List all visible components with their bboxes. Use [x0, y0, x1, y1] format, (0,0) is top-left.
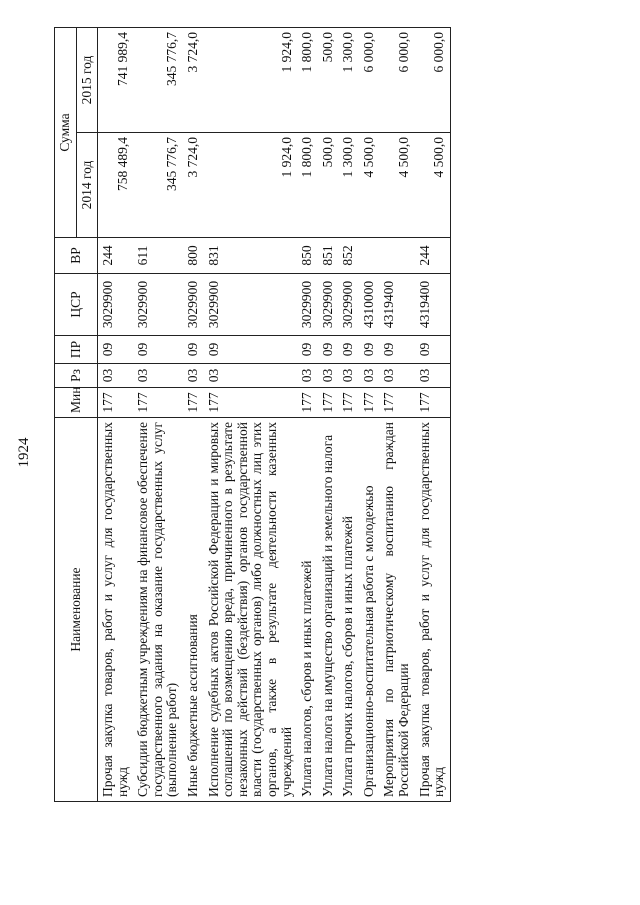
row-pr: 09 — [318, 336, 339, 364]
row-min: 177 — [297, 388, 318, 418]
row-rz: 03 — [359, 364, 380, 388]
header-2014: 2014 год — [76, 133, 98, 238]
row-vr — [359, 238, 380, 274]
row-vr: 851 — [318, 238, 339, 274]
row-name: Уплата налогов, сборов и иных платежей — [297, 418, 318, 802]
row-rz: 03 — [415, 364, 451, 388]
row-name: Прочая закупка товаров, работ и услуг для государственных нужд — [98, 418, 134, 802]
row-name: Уплата прочих налогов, сборов и иных платежей — [338, 418, 359, 802]
row-min: 177 — [98, 388, 134, 418]
row-min: 177 — [133, 388, 183, 418]
header-rz: Рз — [55, 364, 98, 388]
row-pr: 09 — [183, 336, 204, 364]
row-pr: 09 — [338, 336, 359, 364]
row-pr: 09 — [297, 336, 318, 364]
row-2015: 1 924,0 — [204, 27, 297, 132]
table-body — [98, 27, 451, 801]
row-vr — [379, 238, 414, 274]
row-2014: 3 724,0 — [183, 133, 204, 238]
row-csr: 3029900 — [204, 274, 297, 336]
row-rz: 03 — [318, 364, 339, 388]
row-2015: 6 000,0 — [415, 27, 451, 132]
row-min: 177 — [318, 388, 339, 418]
row-2014: 4 500,0 — [379, 133, 414, 238]
row-rz: 03 — [183, 364, 204, 388]
table-row — [415, 27, 451, 801]
row-name: Организационно-воспитательная работа с молодежью — [359, 418, 380, 802]
row-min: 177 — [359, 388, 380, 418]
row-2015: 500,0 — [318, 27, 339, 132]
row-name: Мероприятия по патриотическому воспитанию граждан Российской Федерации — [379, 418, 414, 802]
table-row — [318, 27, 339, 801]
row-csr: 3029900 — [297, 274, 318, 336]
table-header — [55, 27, 98, 801]
row-pr: 09 — [98, 336, 134, 364]
row-2015: 345 776,7 — [133, 27, 183, 132]
row-vr: 831 — [204, 238, 297, 274]
row-min: 177 — [338, 388, 359, 418]
row-rz: 03 — [338, 364, 359, 388]
row-2015: 6 000,0 — [379, 27, 414, 132]
page-number: 1924 — [16, 437, 32, 468]
table-row — [379, 27, 414, 801]
row-pr: 09 — [415, 336, 451, 364]
row-csr: 4319400 — [415, 274, 451, 336]
row-2014: 4 500,0 — [415, 133, 451, 238]
row-2015: 6 000,0 — [359, 27, 380, 132]
row-pr: 09 — [133, 336, 183, 364]
row-name: Прочая закупка товаров, работ и услуг для государственных нужд — [415, 418, 451, 802]
row-2014: 758 489,4 — [98, 133, 134, 238]
row-csr: 4319400 — [379, 274, 414, 336]
row-csr: 3029900 — [318, 274, 339, 336]
row-csr: 3029900 — [183, 274, 204, 336]
row-csr: 3029900 — [338, 274, 359, 336]
header-pr: ПР — [55, 336, 98, 364]
row-2015: 3 724,0 — [183, 27, 204, 132]
header-sum: Сумма — [55, 27, 77, 237]
row-2014: 345 776,7 — [133, 133, 183, 238]
row-vr: 850 — [297, 238, 318, 274]
row-rz: 03 — [297, 364, 318, 388]
row-pr: 09 — [359, 336, 380, 364]
row-rz: 03 — [379, 364, 414, 388]
table-row — [359, 27, 380, 801]
row-csr: 3029900 — [98, 274, 134, 336]
row-2015: 1 300,0 — [338, 27, 359, 132]
row-2014: 1 300,0 — [338, 133, 359, 238]
row-min: 177 — [379, 388, 414, 418]
header-name: Наименование — [55, 418, 98, 802]
row-vr: 244 — [98, 238, 134, 274]
row-2015: 1 800,0 — [297, 27, 318, 132]
row-2014: 500,0 — [318, 133, 339, 238]
table-row — [98, 27, 134, 801]
row-csr: 4310000 — [359, 274, 380, 336]
row-min: 177 — [183, 388, 204, 418]
row-name: Иные бюджетные ассигнования — [183, 418, 204, 802]
row-vr: 852 — [338, 238, 359, 274]
table-row — [204, 27, 297, 801]
row-name: Субсидии бюджетным учреждениям на финансовое обеспечение государственного задания на оказание государственных услуг (выполнение работ) — [133, 418, 183, 802]
row-2014: 4 500,0 — [359, 133, 380, 238]
row-rz: 03 — [98, 364, 134, 388]
row-rz: 03 — [204, 364, 297, 388]
header-min: Мин — [55, 388, 98, 418]
row-2014: 1 800,0 — [297, 133, 318, 238]
row-vr: 244 — [415, 238, 451, 274]
header-2015: 2015 год — [76, 27, 98, 132]
header-vr: ВР — [55, 238, 98, 274]
row-pr: 09 — [204, 336, 297, 364]
table-row — [297, 27, 318, 801]
row-csr: 3029900 — [133, 274, 183, 336]
row-min: 177 — [415, 388, 451, 418]
row-pr: 09 — [379, 336, 414, 364]
row-vr: 800 — [183, 238, 204, 274]
row-2014: 1 924,0 — [204, 133, 297, 238]
row-min: 177 — [204, 388, 297, 418]
row-name: Уплата налога на имущество организаций и земельного налога — [318, 418, 339, 802]
budget-table — [54, 27, 451, 802]
header-csr: ЦСР — [55, 274, 98, 336]
row-rz: 03 — [133, 364, 183, 388]
table-row — [338, 27, 359, 801]
row-name: Исполнение судебных актов Российской Федерации и мировых соглашений по возмещению вреда, причиненного в результате незаконных действий (бездействия) органов государственной власти (государственных органов) либо должностных лиц этих органов, а также в результате деятельности казенных учреждений — [204, 418, 297, 802]
row-vr: 611 — [133, 238, 183, 274]
row-2015: 741 989,4 — [98, 27, 134, 132]
table-row — [133, 27, 183, 801]
table-row — [183, 27, 204, 801]
